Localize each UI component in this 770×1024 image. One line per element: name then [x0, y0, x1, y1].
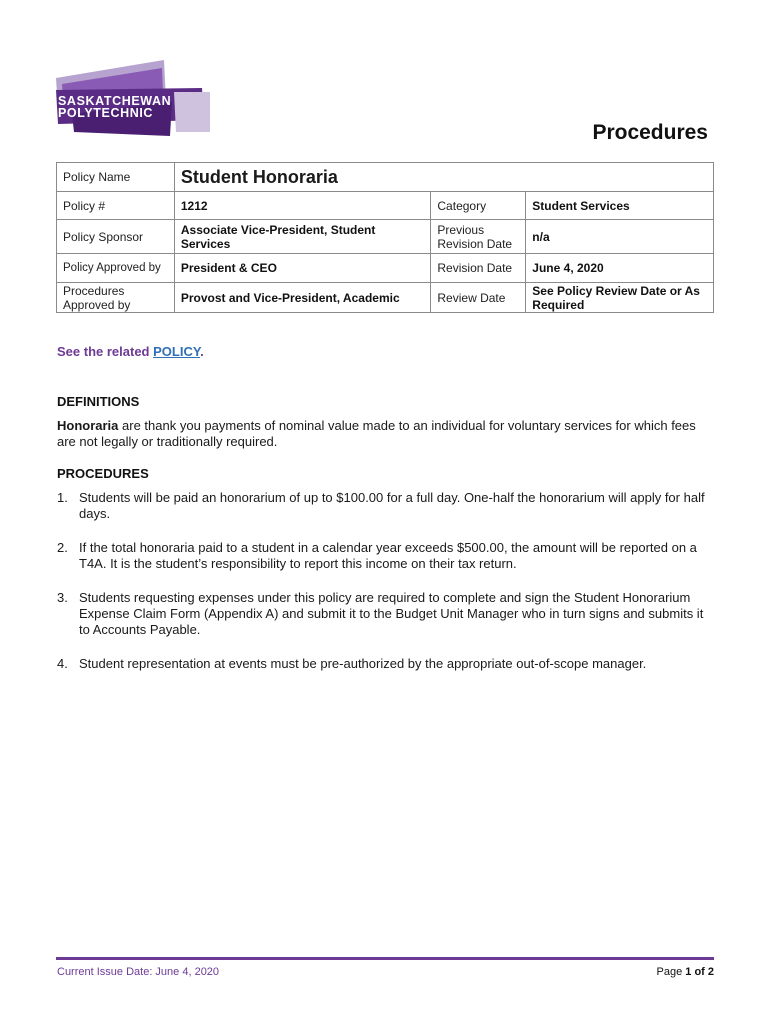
footer-divider [56, 957, 714, 960]
revision-date-label: Revision Date [431, 254, 526, 283]
revision-date-value: June 4, 2020 [526, 254, 714, 283]
related-policy-line [57, 344, 204, 359]
definitions-heading: DEFINITIONS [57, 394, 140, 409]
list-item-number: 2. [57, 540, 68, 555]
footer-issue-date: Current Issue Date: June 4, 2020 [57, 966, 220, 978]
category-value: Student Services [526, 192, 714, 220]
policy-info-table [56, 162, 714, 313]
list-item-number: 3. [57, 590, 68, 605]
list-item-number: 4. [57, 656, 68, 671]
policy-name-value: Student Honoraria [174, 163, 713, 192]
definitions-paragraph [57, 418, 715, 450]
procedures-heading: PROCEDURES [57, 466, 149, 481]
list-item [57, 656, 717, 672]
list-item-text: If the total honoraria paid to a student in a calendar year exceeds $500.00, the amount will be reported on a T4A. It is the student’s responsibility to report this income on their tax return. [79, 540, 697, 571]
policy-name-label: Policy Name [57, 163, 175, 192]
logo-line-2: POLYTECHNIC [58, 106, 154, 120]
review-date-label: Review Date [431, 283, 526, 313]
procedures-approved-label: Procedures Approved by [57, 283, 175, 313]
table-row [57, 220, 714, 254]
related-prefix: See the related [57, 344, 154, 359]
previous-revision-value: n/a [526, 220, 714, 254]
footer-page-number [657, 966, 714, 978]
page-title: Procedures [592, 121, 708, 144]
list-item [57, 540, 717, 572]
logo-line-1: SASKATCHEWAN [58, 94, 172, 108]
policy-sponsor-value: Associate Vice-President, Student Services [174, 220, 431, 254]
list-item [57, 590, 717, 638]
policy-number-label: Policy # [57, 192, 175, 220]
related-suffix: . [200, 344, 204, 359]
definition-term: Honoraria [57, 418, 119, 433]
list-item-number: 1. [57, 490, 68, 505]
policy-approved-value: President & CEO [174, 254, 431, 283]
procedures-approved-value: Provost and Vice-President, Academic [174, 283, 431, 313]
procedures-list [57, 490, 717, 672]
list-item-text: Students requesting expenses under this policy are required to complete and sign the Student Honorarium Expense Claim Form (Appendix A) and submit it to the Budget Unit Manager who in turn signs and submits it to Accounts Payable. [79, 590, 704, 637]
list-item-text: Students will be paid an honorarium of up to $100.00 for a full day. One-half the honorarium will apply for half days. [79, 490, 705, 521]
policy-approved-label: Policy Approved by [57, 254, 175, 283]
policy-link[interactable]: POLICY [153, 344, 201, 359]
policy-number-value: 1212 [174, 192, 431, 220]
page-count: 1 of 2 [685, 966, 714, 978]
definition-text: are thank you payments of nominal value made to an individual for voluntary services for which fees are not legally or traditionally required. [57, 418, 696, 449]
table-row [57, 163, 714, 192]
category-label: Category [431, 192, 526, 220]
previous-revision-label: Previous Revision Date [431, 220, 526, 254]
policy-sponsor-label: Policy Sponsor [57, 220, 175, 254]
table-row [57, 254, 714, 283]
review-date-value: See Policy Review Date or As Required [526, 283, 714, 313]
list-item-text: Student representation at events must be pre-authorized by the appropriate out-of-scope manager. [79, 656, 647, 671]
logo-text [58, 95, 171, 119]
list-item [57, 490, 717, 522]
table-row [57, 192, 714, 220]
page-prefix: Page [656, 966, 686, 978]
table-row [57, 283, 714, 313]
